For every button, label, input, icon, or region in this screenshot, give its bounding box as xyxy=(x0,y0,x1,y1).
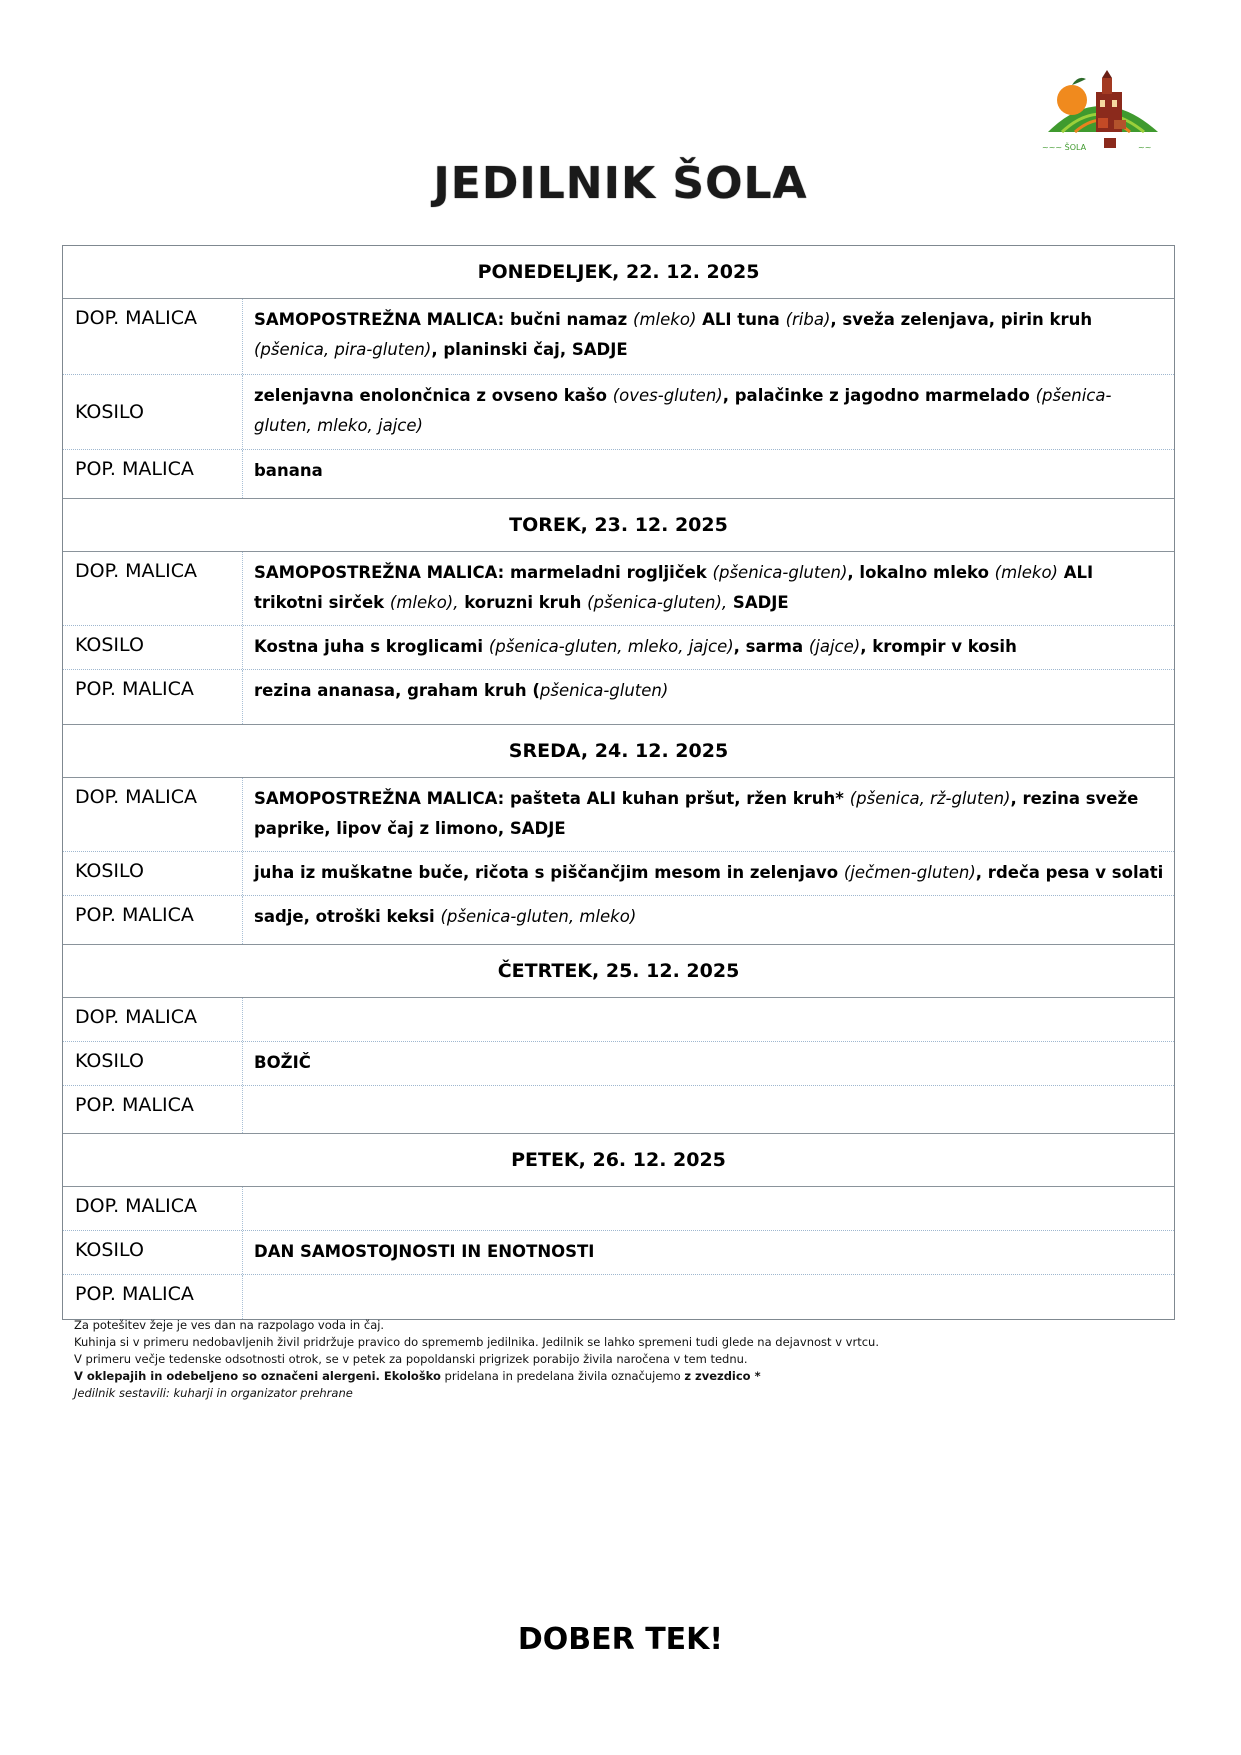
meal-row-kosilo xyxy=(63,852,1174,896)
day-section xyxy=(63,1133,1174,1319)
day-section xyxy=(63,944,1174,1133)
dish-text: koruzni kruh xyxy=(458,593,588,612)
note-authors-text: Jedilnik sestavili: kuharji in organizator prehrane xyxy=(74,1386,353,1400)
meal-row-kosilo xyxy=(63,626,1174,670)
meal-row-pop-malica xyxy=(63,1275,1174,1319)
note-allergens-text: pridelana in predelana živila označujemo xyxy=(440,1369,685,1383)
meal-row-kosilo xyxy=(63,1231,1174,1275)
dish-text: banana xyxy=(254,461,323,480)
allergen-text: (mleko), xyxy=(389,593,459,612)
day-header: PETEK, 26. 12. 2025 xyxy=(63,1133,1174,1187)
day-header: SREDA, 24. 12. 2025 xyxy=(63,724,1174,778)
meal-content xyxy=(243,1086,1174,1133)
allergen-text: (mleko) xyxy=(994,563,1058,582)
dish-text: , rdeča pesa v solati xyxy=(975,863,1164,882)
meal-label: POP. MALICA xyxy=(63,670,243,724)
meal-label: DOP. MALICA xyxy=(63,1187,243,1230)
note-absence: V primeru večje tedenske odsotnosti otrok, se v petek za popoldanski prigrizek porabijo živila naročena v tem tednu. xyxy=(74,1352,748,1366)
meal-content xyxy=(243,998,1174,1041)
closing-message: DOBER TEK! xyxy=(517,1622,724,1657)
dish-text: BOŽIČ xyxy=(254,1053,311,1072)
meal-content xyxy=(243,1042,1174,1085)
dish-text: ALI trikotni sirček xyxy=(254,563,1094,612)
menu-table xyxy=(62,245,1175,1320)
meal-content xyxy=(243,299,1174,374)
day-header: TOREK, 23. 12. 2025 xyxy=(63,498,1174,552)
allergen-text: (pšenica-gluten) xyxy=(712,563,848,582)
meal-row-kosilo xyxy=(63,1042,1174,1086)
dish-text: , sveža zelenjava, pirin kruh xyxy=(830,310,1093,329)
meal-label: POP. MALICA xyxy=(63,896,243,944)
meal-label: DOP. MALICA xyxy=(63,998,243,1041)
meal-content xyxy=(243,626,1174,669)
meal-label: DOP. MALICA xyxy=(63,778,243,851)
allergen-text: pšenica-gluten) xyxy=(539,681,669,700)
meal-row-pop-malica xyxy=(63,896,1174,944)
note-allergens-bold: V oklepajih in odebeljeno so označeni alergeni. Ekološko xyxy=(74,1369,441,1383)
meal-label: KOSILO xyxy=(63,375,243,449)
meal-content xyxy=(243,1231,1174,1274)
allergen-text: (pšenica-gluten, mleko, jajce) xyxy=(254,386,1112,435)
dish-text: , planinski čaj, SADJE xyxy=(431,340,628,359)
meal-label: DOP. MALICA xyxy=(63,299,243,374)
allergen-text: (pšenica, rž-gluten) xyxy=(849,789,1011,808)
dish-text: SAMOPOSTREŽNA MALICA: pašteta ALI kuhan pršut, ržen kruh* xyxy=(254,789,850,808)
meal-label: DOP. MALICA xyxy=(63,552,243,625)
note-authors xyxy=(74,1385,879,1402)
meal-label: KOSILO xyxy=(63,1231,243,1274)
meal-content xyxy=(243,1275,1174,1319)
meal-content xyxy=(243,852,1174,895)
meal-row-dop-malica xyxy=(63,998,1174,1042)
notes xyxy=(74,1317,879,1402)
meal-label: KOSILO xyxy=(63,626,243,669)
note-changes: Kuhinja si v primeru nedobavljenih živil pridržuje pravico do sprememb jedilnika. Jedilnik se lahko spremeni tudi glede na dejavnost v vrtcu. xyxy=(74,1335,879,1349)
dish-text: , palačinke z jagodno marmelado xyxy=(722,386,1036,405)
dish-text: juha iz muškatne buče, ričota s piščančjim mesom in zelenjavo xyxy=(254,863,844,882)
page-title: JEDILNIK ŠOLA xyxy=(433,158,808,209)
day-header: ČETRTEK, 25. 12. 2025 xyxy=(63,944,1174,998)
dish-text: , sarma xyxy=(733,637,809,656)
day-header: PONEDELJEK, 22. 12. 2025 xyxy=(63,246,1174,299)
dish-text: ALI tuna xyxy=(696,310,786,329)
meal-label: POP. MALICA xyxy=(63,1275,243,1319)
meal-row-dop-malica xyxy=(63,299,1174,375)
meal-content xyxy=(243,552,1174,625)
dish-text: , rezina sveže paprike, lipov čaj z limono, SADJE xyxy=(254,789,1139,838)
allergen-text: (pšenica-gluten, mleko) xyxy=(440,907,637,926)
meal-label: POP. MALICA xyxy=(63,450,243,498)
allergen-text: (pšenica-gluten), xyxy=(587,593,728,612)
svg-text:~~~ ŠOLA: ~~~ ŠOLA xyxy=(1042,143,1087,152)
meal-content xyxy=(243,896,1174,944)
allergen-text: (riba) xyxy=(785,310,831,329)
dish-text: sadje, otroški keksi xyxy=(254,907,441,926)
meal-label: KOSILO xyxy=(63,852,243,895)
meal-content xyxy=(243,670,1174,724)
meal-label: KOSILO xyxy=(63,1042,243,1085)
dish-text: , lokalno mleko xyxy=(847,563,995,582)
dish-text: Kostna juha s kroglicami xyxy=(254,637,489,656)
allergen-text: (jajce) xyxy=(808,637,861,656)
meal-content xyxy=(243,1187,1174,1230)
svg-text:~~: ~~ xyxy=(1138,143,1152,152)
meal-row-pop-malica xyxy=(63,1086,1174,1133)
dish-text: , krompir v kosih xyxy=(860,637,1017,656)
school-logo xyxy=(1040,70,1170,155)
meal-row-dop-malica xyxy=(63,1187,1174,1231)
meal-content xyxy=(243,778,1174,851)
dish-text: SAMOPOSTREŽNA MALICA: marmeladni rogljiček xyxy=(254,563,713,582)
day-section xyxy=(63,724,1174,944)
meal-row-kosilo xyxy=(63,375,1174,450)
dish-text: SADJE xyxy=(727,593,789,612)
meal-label: POP. MALICA xyxy=(63,1086,243,1133)
allergen-text: (oves-gluten) xyxy=(612,386,723,405)
meal-row-pop-malica xyxy=(63,450,1174,498)
note-allergens-star: z zvezdico * xyxy=(684,1369,761,1383)
meal-content xyxy=(243,375,1174,449)
dish-text: SAMOPOSTREŽNA MALICA: bučni namaz xyxy=(254,310,634,329)
meal-row-dop-malica xyxy=(63,778,1174,852)
allergen-text: (ječmen-gluten) xyxy=(843,863,976,882)
day-section xyxy=(63,246,1174,498)
allergen-text: (pšenica-gluten, mleko, jajce) xyxy=(488,637,734,656)
note-water: Za potešitev žeje je ves dan na razpolago voda in čaj. xyxy=(74,1318,385,1332)
dish-text: DAN SAMOSTOJNOSTI IN ENOTNOSTI xyxy=(254,1242,595,1261)
note-allergens xyxy=(74,1368,879,1385)
dish-text: rezina ananasa, graham kruh ( xyxy=(254,681,540,700)
meal-content xyxy=(243,450,1174,498)
dish-text: zelenjavna enolončnica z ovseno kašo xyxy=(254,386,613,405)
meal-row-dop-malica xyxy=(63,552,1174,626)
meal-row-pop-malica xyxy=(63,670,1174,724)
allergen-text: (mleko) xyxy=(633,310,697,329)
allergen-text: (pšenica, pira-gluten) xyxy=(254,340,432,359)
day-section xyxy=(63,498,1174,724)
